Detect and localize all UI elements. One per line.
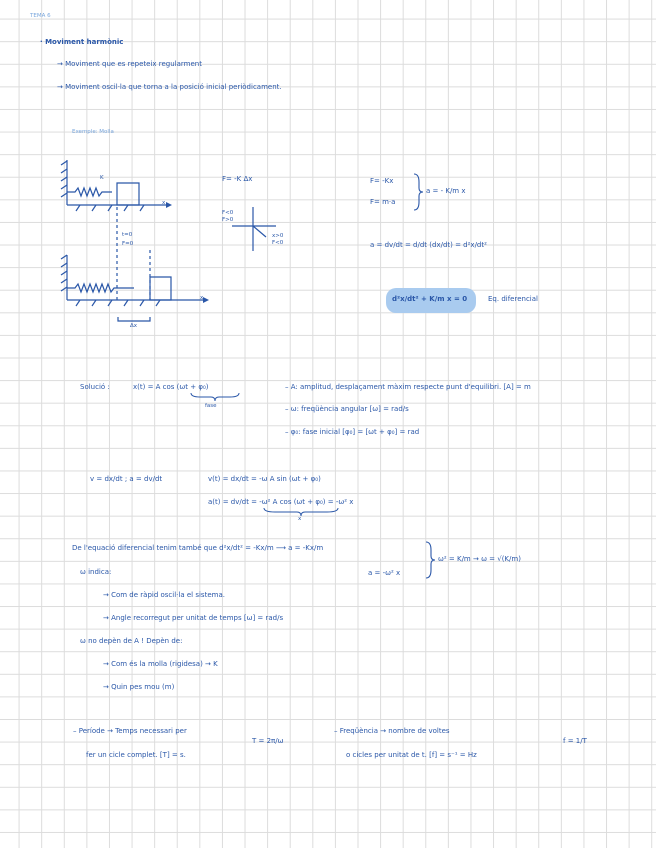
sign-neg-top: F<0 [222,210,234,216]
intro-line-2: → Moviment oscil·la que torna a la posició inicial periòdicament. [57,83,282,91]
frequency-line-1: – Freqüència → nombre de voltes [334,727,450,735]
phase-underbrace [190,392,240,402]
velocity-accel-defs: v = dx/dt ; a = dv/dt [90,475,163,483]
eq-differential: d²x/dt² + K/m x = 0 [392,295,468,303]
force-zero-label: F=0 [122,241,134,247]
def-angular-frequency: – ω: freqüència angular [ω] = rad/s [285,405,409,413]
phase-label: fase [205,403,217,409]
period-equation: T = 2π/ω [252,737,284,745]
x-axis-label-bottom: x [200,295,204,301]
brace-force [412,172,424,212]
omega-bullet-1: → Com de ràpid oscil·la el sistema. [103,591,225,599]
def-amplitude: – A: amplitud, desplaçament màxim respecte punt d'equilibri. [A] = m [285,383,531,391]
def-initial-phase: – φ₀: fase inicial [φ₀] = [ωt + φ₀] = rad [285,428,420,436]
spring-diagram [58,155,218,340]
sign-pos-bottom: F<0 [272,240,284,246]
period-line-2: fer un cicle complet. [T] = s. [86,751,186,759]
frequency-equation: f = 1/T [563,737,587,745]
eq-differential-label: Eq. diferencial [488,295,538,303]
spring-constant-label: K [100,175,104,181]
eq-newton: F= m·a [370,198,396,206]
solution-label: Solució : [80,383,110,391]
omega-dep-1: → Com és la molla (rigidesa) → K [103,660,218,668]
eq-force-hooke: F= -Kx [370,177,394,185]
example-label: Exemple: Molla [72,129,114,135]
intro-line-1: → Moviment que es repeteix regularment [57,60,202,68]
eq-derivative-chain: a = dv/dt = d/dt (dx/dt) = d²x/dt² [370,241,487,249]
omega-accel-relation: a = -ω² x [368,569,401,577]
omega-result: ω² = K/m → ω = √(K/m) [438,555,521,563]
solution-equation: x(t) = A cos (ωt + φ₀) [133,383,209,391]
sign-pos-top: x>0 [272,233,284,239]
topic-header: TEMA 6 [30,13,51,19]
acceleration-equation: a(t) = dv/dt = -ω² A cos (ωt + φ₀) = -ω² x [208,498,354,506]
x-underbrace-label: x [298,516,302,522]
eq-acceleration: a = - K/m x [426,187,466,195]
sign-neg-bottom: F>0 [222,217,234,223]
omega-depends: ω no depèn de A ! Depèn de: [80,637,183,645]
brace-omega [424,540,436,580]
x-underbrace [263,507,339,517]
omega-indicates: ω indica: [80,568,112,576]
intro-title: · Moviment harmònic [40,38,124,46]
x-axis-label-top: x [162,200,166,206]
period-line-1: – Període → Temps necessari per [73,727,187,735]
omega-dep-2: → Quin pes mou (m) [103,683,175,691]
omega-bullet-2: → Angle recorregut per unitat de temps [ω] = rad/s [103,614,284,622]
time-zero-label: t=0 [122,232,133,238]
hooke-law: F= -K Δx [222,175,253,183]
sign-axes [230,205,280,255]
omega-derivation: De l'equació diferencial tenim també que d²x/dt² = -Kx/m ⟶ a = -Kx/m [72,544,324,552]
frequency-line-2: o cicles per unitat de t. [f] = s⁻¹ = Hz [346,751,477,759]
velocity-equation: v(t) = dx/dt = -ω A sin (ωt + φ₀) [208,475,321,483]
delta-x-label: Δx [130,323,138,329]
